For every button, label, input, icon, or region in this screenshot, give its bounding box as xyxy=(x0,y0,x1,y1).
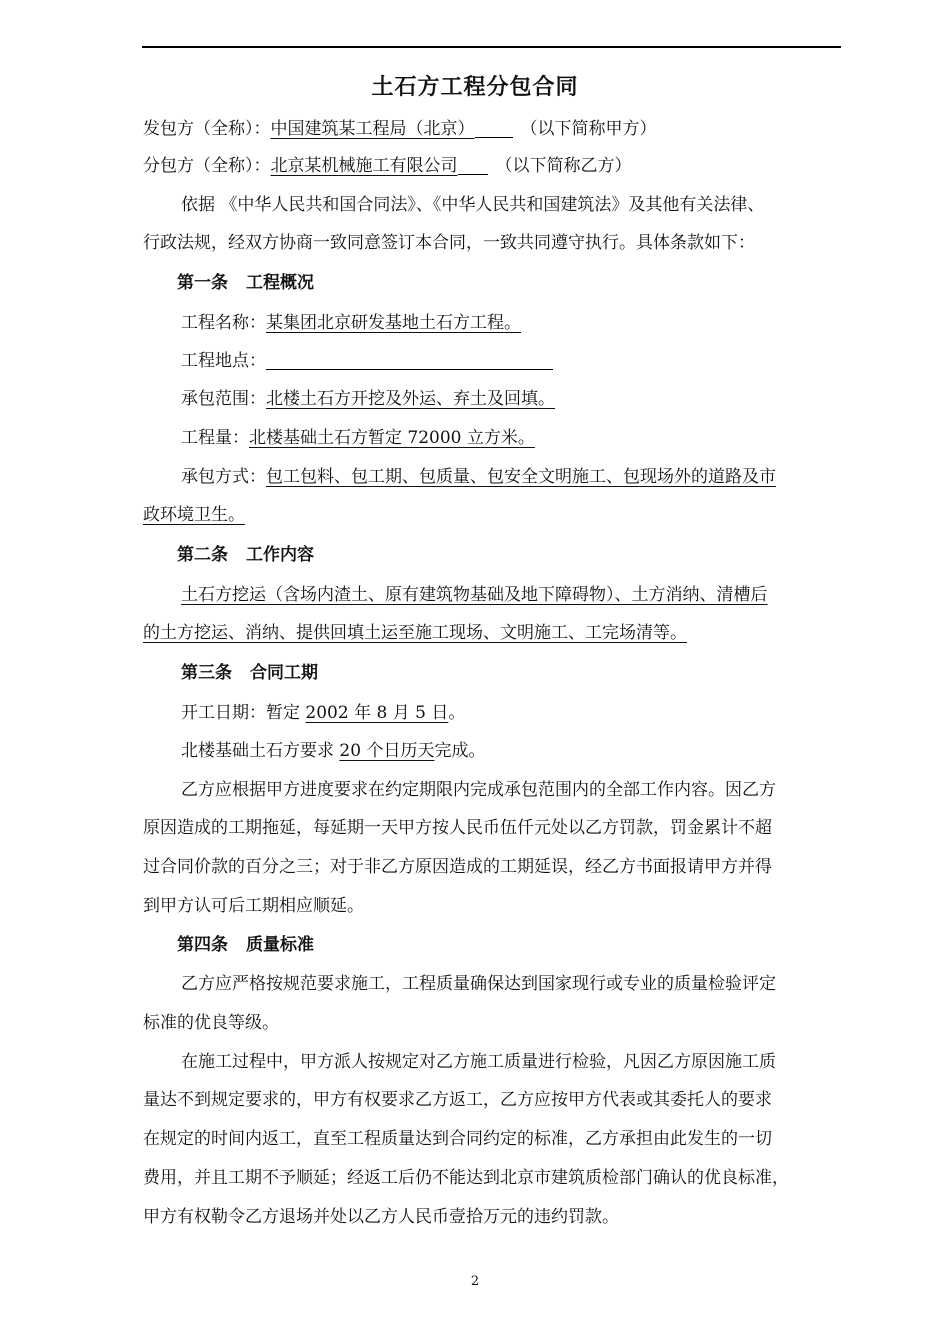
party-a-label: 发包方（全称）： xyxy=(143,119,271,139)
schedule-para-line-4: 到甲方认可后工期相应顺延。 xyxy=(143,896,364,916)
start-date-prefix: 开工日期：暂定 xyxy=(181,703,306,723)
scope-line xyxy=(181,386,555,412)
article-2-title: 工作内容 xyxy=(246,545,314,565)
article-1-number: 第一条 xyxy=(177,273,228,293)
work-content-line-2: 的土方挖运、消纳、提供回填土运至施工现场、文明施工、工完场清等。 xyxy=(143,623,687,643)
quality-para2-line-3: 在规定的时间内返工，直至工程质量达到合同约定的标准，乙方承担由此发生的一切 xyxy=(143,1129,772,1149)
quantity-line xyxy=(181,425,535,451)
party-a-alias: （以下简称甲方） xyxy=(520,119,657,139)
quality-para2-line-2: 量达不到规定要求的，甲方有权要求乙方返工，乙方应按甲方代表或其委托人的要求 xyxy=(143,1090,772,1110)
quantity-value: 北楼基础土石方暂定 72000 立方米。 xyxy=(249,428,535,448)
party-a-line xyxy=(143,116,657,142)
document-title: 土石方工程分包合同 xyxy=(371,74,579,100)
article-4-heading xyxy=(177,932,314,958)
quality-para2-line-4: 费用，并且工期不予顺延；经返工后仍不能达到北京市建筑质检部门确认的优良标准， xyxy=(143,1168,789,1188)
article-1-heading xyxy=(177,270,314,296)
article-2-number: 第二条 xyxy=(177,545,228,565)
project-site-label: 工程地点： xyxy=(181,351,266,371)
article-3-number: 第三条 xyxy=(181,663,232,683)
article-4-number: 第四条 xyxy=(177,935,228,955)
contract-mode-label: 承包方式： xyxy=(181,467,266,487)
project-name-value: 某集团北京研发基地土石方工程。 xyxy=(266,313,521,333)
quantity-label: 工程量： xyxy=(181,428,249,448)
contract-mode-value-2: 政环境卫生。 xyxy=(143,505,245,525)
preamble-line-1: 依据 《中华人民共和国合同法》、《中华人民共和国建筑法》及其他有关法律、 xyxy=(181,195,765,215)
contract-mode-line xyxy=(181,464,776,490)
header-rule xyxy=(142,46,841,48)
article-4-title: 质量标准 xyxy=(246,935,314,955)
duration-value: 20 个日历天 xyxy=(339,741,435,761)
party-b-line xyxy=(143,153,632,179)
project-name-label: 工程名称： xyxy=(181,313,266,333)
article-3-heading xyxy=(181,660,318,686)
duration-line xyxy=(181,738,485,764)
duration-suffix: 完成。 xyxy=(434,741,486,761)
start-date-suffix: 。 xyxy=(448,703,466,723)
project-name-line xyxy=(181,310,521,336)
quality-para2-line-5: 甲方有权勒令乙方退场并处以乙方人民币壹拾万元的违约罚款。 xyxy=(143,1207,619,1227)
preamble-line-2: 行政法规，经双方协商一致同意签订本合同，一致共同遵守执行。具体条款如下： xyxy=(143,233,755,253)
quality-para1-line-2: 标准的优良等级。 xyxy=(143,1013,279,1033)
party-a-blank xyxy=(475,119,513,138)
party-b-label: 分包方（全称）： xyxy=(143,156,271,176)
article-3-title: 合同工期 xyxy=(250,663,318,683)
schedule-para-line-2: 原因造成的工期拖延，每延期一天甲方按人民币伍仟元处以乙方罚款，罚金累计不超 xyxy=(143,818,772,838)
scope-value: 北楼土石方开挖及外运、弃土及回填。 xyxy=(266,389,555,409)
project-site-blank xyxy=(266,351,553,370)
contract-mode-value-1: 包工包料、包工期、包质量、包安全文明施工、包现场外的道路及市 xyxy=(266,467,776,487)
start-date-line xyxy=(181,700,465,726)
party-b-blank xyxy=(458,156,488,175)
schedule-para-line-3: 过合同价款的百分之三；对于非乙方原因造成的工期延误，经乙方书面报请甲方并得 xyxy=(143,857,772,877)
article-1-title: 工程概况 xyxy=(246,273,314,293)
party-b-alias: （以下简称乙方） xyxy=(495,156,632,176)
quality-para2-line-1: 在施工过程中，甲方派人按规定对乙方施工质量进行检验，凡因乙方原因施工质 xyxy=(181,1052,776,1072)
party-a-name: 中国建筑某工程局（北京） xyxy=(270,119,475,139)
quality-para1-line-1: 乙方应严格按规范要求施工，工程质量确保达到国家现行或专业的质量检验评定 xyxy=(181,974,776,994)
start-date-value: 2002 年 8 月 5 日 xyxy=(305,703,449,723)
party-b-name: 北京某机械施工有限公司 xyxy=(270,156,458,176)
project-site-line xyxy=(181,348,553,374)
duration-prefix: 北楼基础土石方要求 xyxy=(181,741,340,761)
article-2-heading xyxy=(177,542,314,568)
schedule-para-line-1: 乙方应根据甲方进度要求在约定期限内完成承包范围内的全部工作内容。因乙方 xyxy=(181,780,776,800)
page-number: 2 xyxy=(470,1274,480,1289)
scope-label: 承包范围： xyxy=(181,389,266,409)
work-content-line-1: 土石方挖运（含场内渣土、原有建筑物基础及地下障碍物）、土方消纳、清槽后 xyxy=(181,585,768,605)
